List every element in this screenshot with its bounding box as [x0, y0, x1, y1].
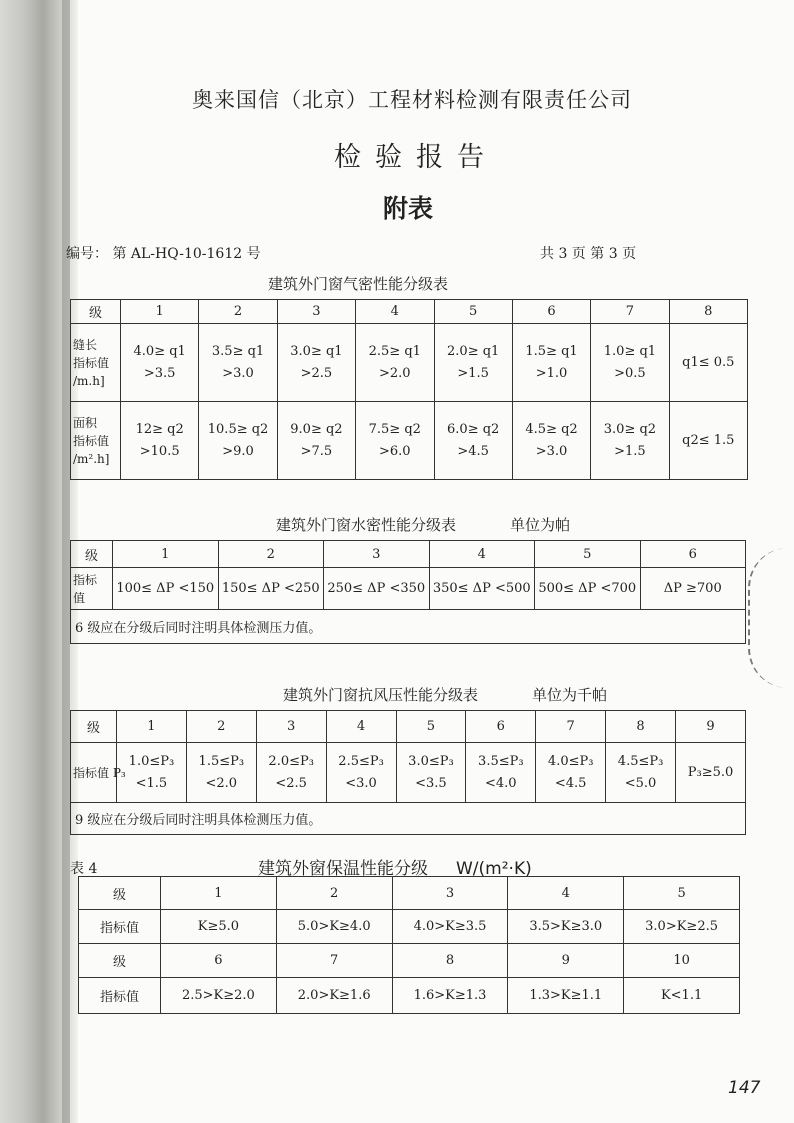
grade-header-cell: 级	[71, 711, 117, 743]
insulation-table	[78, 876, 740, 1014]
table3-title: 建筑外门窗抗风压性能分级表 单位为千帕	[283, 686, 608, 704]
table3-note-row	[71, 803, 746, 835]
k-value-cell: K<1.1	[624, 978, 740, 1014]
area-value-cell: q2≤ 1.5	[669, 402, 747, 480]
grade-label-cell: 级	[79, 944, 161, 978]
grade-cell: 7	[276, 944, 392, 978]
table4-grade-row-b	[79, 944, 740, 978]
grade-cell: 10	[624, 944, 740, 978]
grade-cell: 1	[161, 877, 277, 910]
table2-header-row	[71, 541, 746, 568]
table2-note-row	[71, 610, 746, 644]
k-value-cell: 1.6>K≥1.3	[392, 978, 508, 1014]
table4-value-row-a	[79, 910, 740, 944]
wind-value-cell: 1.0≤P₃ <1.5	[117, 743, 187, 803]
grade-cell: 2	[186, 711, 256, 743]
table1-row-area	[71, 402, 748, 480]
pressure-value-cell: ΔP ≥700	[640, 568, 746, 610]
grade-cell: 7	[591, 300, 669, 324]
table3-value-row	[71, 743, 746, 803]
grade-cell: 2	[276, 877, 392, 910]
grade-cell: 5	[396, 711, 466, 743]
grade-cell: 4	[429, 541, 535, 568]
table3-header-row	[71, 711, 746, 743]
seam-value-cell: 3.0≥ q1 >2.5	[277, 324, 355, 402]
k-value-cell: 4.0>K≥3.5	[392, 910, 508, 944]
seam-value-cell: 2.5≥ q1 >2.0	[356, 324, 434, 402]
seam-value-cell: 1.0≥ q1 >0.5	[591, 324, 669, 402]
airtightness-table	[70, 299, 748, 480]
grade-cell: 4	[326, 711, 396, 743]
table2-unit: 单位为帕	[510, 516, 571, 534]
area-value-cell: 10.5≥ q2 >9.0	[199, 402, 277, 480]
grade-cell: 8	[392, 944, 508, 978]
table1-header-row	[71, 300, 748, 324]
table4-label: 表 4	[70, 861, 98, 877]
k-value-cell: 2.0>K≥1.6	[276, 978, 392, 1014]
wind-value-cell: 3.5≤P₃ <4.0	[466, 743, 536, 803]
k-value-cell: 3.5>K≥3.0	[508, 910, 624, 944]
grade-cell: 3	[277, 300, 355, 324]
grade-cell: 5	[624, 877, 740, 910]
area-value-cell: 9.0≥ q2 >7.5	[277, 402, 355, 480]
pressure-value-cell: 500≤ ΔP <700	[535, 568, 641, 610]
grade-cell: 8	[669, 300, 747, 324]
area-value-cell: 7.5≥ q2 >6.0	[356, 402, 434, 480]
pressure-value-cell: 350≤ ΔP <500	[429, 568, 535, 610]
grade-cell: 3	[392, 877, 508, 910]
seam-value-cell: 1.5≥ q1 >1.0	[512, 324, 590, 402]
watertightness-table	[70, 540, 746, 644]
wind-value-cell: 3.0≤P₃ <3.5	[396, 743, 466, 803]
grade-cell: 7	[536, 711, 606, 743]
wind-value-cell: 2.0≤P₃ <2.5	[256, 743, 326, 803]
grade-header-cell: 级	[71, 300, 121, 324]
appendix-title: 附表	[382, 194, 433, 223]
k-value-cell: 2.5>K≥2.0	[161, 978, 277, 1014]
row-label-cell: 指标值 P₃	[71, 743, 117, 803]
row-label-cell: 指标 值	[71, 568, 113, 610]
grade-cell: 1	[113, 541, 219, 568]
grade-cell: 6	[512, 300, 590, 324]
table1-row-seam	[71, 324, 748, 402]
grade-cell: 1	[117, 711, 187, 743]
k-value-cell: 1.3>K≥1.1	[508, 978, 624, 1014]
grade-cell: 5	[434, 300, 512, 324]
k-value-cell: K≥5.0	[161, 910, 277, 944]
area-value-cell: 6.0≥ q2 >4.5	[434, 402, 512, 480]
k-value-cell: 5.0>K≥4.0	[276, 910, 392, 944]
value-label-cell: 指标值	[79, 910, 161, 944]
pressure-value-cell: 250≤ ΔP <350	[324, 568, 430, 610]
grade-cell: 4	[508, 877, 624, 910]
company-name: 奥来国信（北京）工程材料检测有限责任公司	[192, 88, 632, 112]
grade-cell: 5	[535, 541, 641, 568]
grade-cell: 3	[256, 711, 326, 743]
grade-cell: 9	[676, 711, 746, 743]
table4-title: 建筑外窗保温性能分级 W/(m²·K)	[258, 859, 532, 879]
wind-value-cell: P₃≥5.0	[676, 743, 746, 803]
grade-label-cell: 级	[79, 877, 161, 910]
grade-cell: 6	[640, 541, 746, 568]
table4-value-row-b	[79, 978, 740, 1014]
grade-cell: 4	[356, 300, 434, 324]
seal-stamp-partial	[748, 548, 794, 688]
grade-cell: 6	[161, 944, 277, 978]
k-value-cell: 3.0>K≥2.5	[624, 910, 740, 944]
table2-value-row	[71, 568, 746, 610]
table3-unit: 单位为千帕	[532, 686, 608, 704]
seam-value-cell: 4.0≥ q1 >3.5	[121, 324, 199, 402]
grade-cell: 3	[324, 541, 430, 568]
table2-note: 6 级应在分级后同时注明具体检测压力值。	[71, 610, 746, 644]
area-value-cell: 4.5≥ q2 >3.0	[512, 402, 590, 480]
grade-header-cell: 级	[71, 541, 113, 568]
row-label-cell: 面积 指标值 /m².h]	[71, 402, 121, 480]
table4-grade-row-a	[79, 877, 740, 910]
table2-title: 建筑外门窗水密性能分级表 单位为帕	[276, 516, 571, 534]
table4-unit: W/(m²·K)	[456, 859, 532, 879]
seam-value-cell: 3.5≥ q1 >3.0	[199, 324, 277, 402]
grade-cell: 1	[121, 300, 199, 324]
page-count: 共 3 页 第 3 页	[540, 246, 637, 262]
wind-value-cell: 1.5≤P₃ <2.0	[186, 743, 256, 803]
wind-pressure-table	[70, 710, 746, 835]
table1-title: 建筑外门窗气密性能分级表	[268, 275, 449, 293]
pressure-value-cell: 100≤ ΔP <150	[113, 568, 219, 610]
report-title: 检验报告	[334, 142, 498, 173]
page-number: 147	[728, 1078, 761, 1098]
wind-value-cell: 2.5≤P₃ <3.0	[326, 743, 396, 803]
grade-cell: 6	[466, 711, 536, 743]
value-label-cell: 指标值	[79, 978, 161, 1014]
grade-cell: 8	[606, 711, 676, 743]
wind-value-cell: 4.5≤P₃ <5.0	[606, 743, 676, 803]
grade-cell: 2	[218, 541, 324, 568]
pressure-value-cell: 150≤ ΔP <250	[218, 568, 324, 610]
grade-cell: 2	[199, 300, 277, 324]
area-value-cell: 12≥ q2 >10.5	[121, 402, 199, 480]
row-label-cell: 缝长 指标值 /m.h]	[71, 324, 121, 402]
area-value-cell: 3.0≥ q2 >1.5	[591, 402, 669, 480]
grade-cell: 9	[508, 944, 624, 978]
report-number: 编号： 第 AL-HQ-10-1612 号	[66, 246, 261, 262]
seam-value-cell: 2.0≥ q1 >1.5	[434, 324, 512, 402]
wind-value-cell: 4.0≤P₃ <4.5	[536, 743, 606, 803]
seam-value-cell: q1≤ 0.5	[669, 324, 747, 402]
table3-note: 9 级应在分级后同时注明具体检测压力值。	[71, 803, 746, 835]
